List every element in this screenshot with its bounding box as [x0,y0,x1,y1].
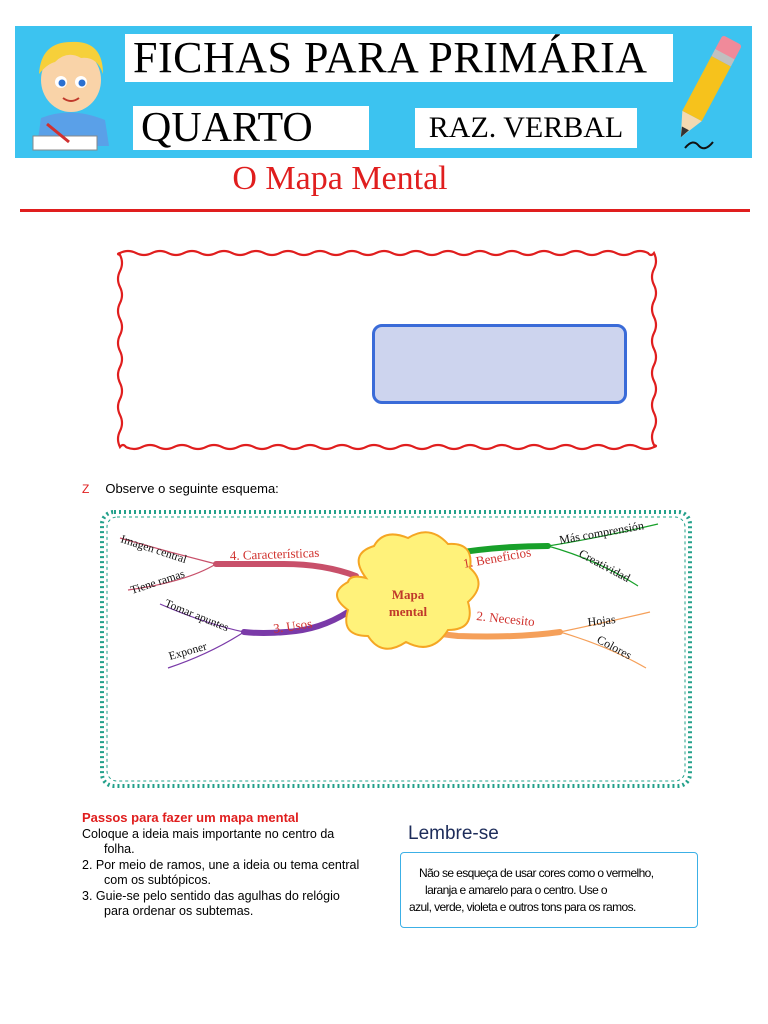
step-line: 2. Por meio de ramos, une a ideia ou tema central [82,857,360,872]
observe-text: Observe o seguinte esquema: [105,481,279,496]
reminder-line: Não se esqueça de usar cores como o vermelho, [419,866,654,880]
step-line: 3. Guie-se pelo sentido das agulhas do relógio [82,888,340,903]
step-continuation: para ordenar os subtemas. [104,904,254,918]
step-continuation: folha. [104,842,135,856]
header-banner [15,26,752,158]
title-divider [20,209,750,212]
header-subject-badge: RAZ. VERBAL [415,108,637,148]
leaf-creatividad: Creatividad [576,546,633,585]
page-title: O Mapa Mental [232,160,448,197]
leaf-tiene-ramas: Tiene ramas [129,568,187,597]
leaf-mas-comprension: Más comprensión [558,518,645,547]
step-continuation: com os subtópicos. [104,873,211,887]
branch-label-beneficios: 1. Beneficios [461,544,533,571]
reminder-box [400,852,698,928]
step-item [82,858,400,889]
center-label-1: Mapa [391,587,425,602]
reminder-line: azul, verde, violeta e outros tons para os ramos. [409,900,636,914]
leaf-exponer: Exponer [167,640,209,663]
header-grade: QUARTO [133,106,369,150]
reminder-text [409,865,695,916]
branch-label-usos: 3. Usos [272,615,314,636]
leaf-imagen-central: Imagen central [119,533,189,567]
leaf-tomar-apuntes: Tomar apuntes [162,597,231,635]
branch-line-caracteristicas [216,564,356,576]
step-item [82,889,400,920]
child-writing-icon [19,28,129,156]
steps-section [82,810,400,920]
leaf-colores: Colores [594,632,635,663]
observe-instruction [82,481,279,496]
step-line: Coloque a ideia mais importante no centro da [82,826,335,841]
reminder-line: laranja e amarelo para o centro. Use o [425,883,607,897]
blue-answer-box [372,324,627,404]
leaf-hojas: Hojas [586,612,617,629]
reminder-title: Lembre-se [408,823,499,844]
step-item [82,827,400,858]
header-title: FICHAS PARA PRIMÁRIA [125,34,673,82]
bullet-marker: Z [82,482,90,496]
center-label-2: mental [388,604,428,619]
mind-map [98,508,694,790]
pencil-icon [665,30,750,154]
steps-title: Passos para fazer um mapa mental [82,810,299,825]
branch-label-necesito: 2. Necesito [475,608,536,630]
branch-label-caracteristicas: 4. Características [229,544,320,563]
